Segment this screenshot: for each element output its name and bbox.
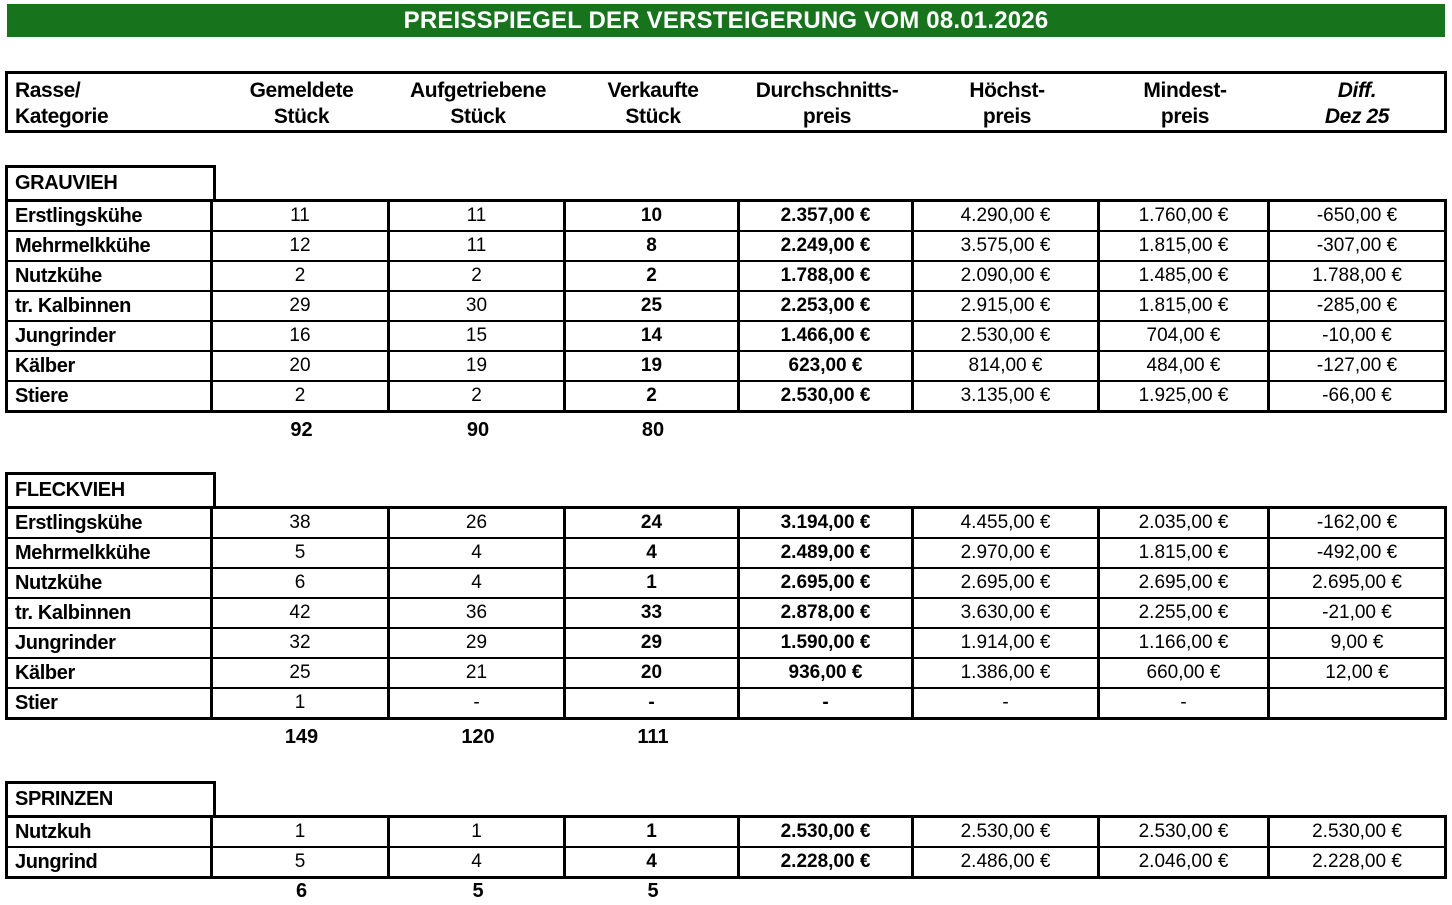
header-hoechstpreis	[914, 78, 1100, 130]
value-cell: 936,00 €	[740, 659, 914, 687]
category-cell: Erstlingskühe	[8, 509, 213, 537]
value-cell: 10	[566, 202, 740, 230]
header-verkaufte-stueck	[566, 78, 740, 130]
header-diff-dez25	[1270, 78, 1444, 130]
value-cell: 484,00 €	[1100, 352, 1270, 380]
value-cell: -650,00 €	[1316, 205, 1398, 226]
value-cell: -66,00 €	[1322, 385, 1392, 406]
value-cell: -127,00 €	[1316, 355, 1398, 376]
value-cell: 2.486,00 €	[914, 848, 1100, 876]
value-cell: 8	[566, 232, 740, 260]
value-cell: 2.530,00 €	[914, 818, 1100, 846]
value-cell: 29	[213, 292, 390, 320]
value-cell: -492,00 €	[1316, 542, 1398, 563]
category-cell: Mehrmelkkühe	[8, 539, 213, 567]
value-cell: 36	[390, 599, 566, 627]
value-cell: -307,00 €	[1316, 235, 1398, 256]
value-cell: 2	[213, 382, 390, 410]
value-cell: 1.485,00 €	[1100, 262, 1270, 290]
value-cell: 32	[213, 629, 390, 657]
value-cell: 38	[213, 509, 390, 537]
value-cell: 2.357,00 €	[740, 202, 914, 230]
value-cell: 5	[213, 848, 390, 876]
category-cell: Jungrind	[8, 848, 213, 876]
totals-row-grauvieh	[5, 419, 1447, 443]
category-cell: Stier	[8, 689, 213, 717]
category-cell: Nutzkuh	[8, 818, 213, 846]
totals-spacer	[8, 880, 213, 904]
value-cell: 2	[566, 382, 740, 410]
table-row	[8, 818, 1444, 848]
value-cell: 9,00 €	[1330, 632, 1384, 653]
value-cell: 2.035,00 €	[1100, 509, 1270, 537]
header-durchschnittspreis	[740, 78, 914, 130]
category-cell: Mehrmelkkühe	[8, 232, 213, 260]
value-cell: 4	[566, 848, 740, 876]
value-cell: 1.760,00 €	[1100, 202, 1270, 230]
value-cell: 2.255,00 €	[1100, 599, 1270, 627]
value-cell: 19	[390, 352, 566, 380]
value-cell: 33	[566, 599, 740, 627]
value-cell: 1.590,00 €	[740, 629, 914, 657]
header-line: Stück	[450, 105, 506, 128]
value-cell: 1	[390, 818, 566, 846]
value-cell: -	[390, 689, 566, 717]
header-line: Stück	[625, 105, 681, 128]
value-cell: 19	[566, 352, 740, 380]
page-title: PREISSPIEGEL DER VERSTEIGERUNG VOM 08.01.2026	[403, 6, 1049, 34]
header-line: Diff.	[1337, 79, 1377, 102]
header-line: Aufgetriebene	[410, 79, 546, 102]
value-cell: 4.290,00 €	[914, 202, 1100, 230]
value-cell: 3.194,00 €	[740, 509, 914, 537]
header-gemeldete-stueck	[213, 78, 390, 130]
value-cell: 2.695,00 €	[1312, 572, 1402, 593]
table-row	[8, 569, 1444, 599]
value-cell: 5	[213, 539, 390, 567]
value-cell: 11	[390, 202, 566, 230]
section-label-fleckvieh: FLECKVIEH	[5, 472, 216, 506]
value-cell: 1.815,00 €	[1100, 232, 1270, 260]
value-cell: -	[914, 689, 1100, 717]
value-cell: 2.878,00 €	[740, 599, 914, 627]
value-cell: 25	[566, 292, 740, 320]
price-table-fleckvieh	[5, 506, 1447, 720]
section-label-sprinzen: SPRINZEN	[5, 781, 216, 815]
category-cell: tr. Kalbinnen	[8, 599, 213, 627]
value-cell: 623,00 €	[740, 352, 914, 380]
value-cell: 2.253,00 €	[740, 292, 914, 320]
value-cell: 6	[213, 569, 390, 597]
value-cell: 42	[213, 599, 390, 627]
value-cell: 11	[213, 202, 390, 230]
total-gemeldete: 92	[290, 419, 313, 441]
value-cell: 1.166,00 €	[1100, 629, 1270, 657]
value-cell: -	[740, 689, 914, 717]
section-label-grauvieh: GRAUVIEH	[5, 165, 216, 199]
value-cell: -285,00 €	[1316, 295, 1398, 316]
value-cell: 2.695,00 €	[914, 569, 1100, 597]
value-cell: 1.788,00 €	[1312, 265, 1402, 286]
header-mindestpreis	[1100, 78, 1270, 130]
table-row	[8, 599, 1444, 629]
value-cell: 1.914,00 €	[914, 629, 1100, 657]
value-cell: 2.046,00 €	[1100, 848, 1270, 876]
value-cell: 2.228,00 €	[1312, 851, 1402, 872]
value-cell: 1	[566, 818, 740, 846]
value-cell: 30	[390, 292, 566, 320]
value-cell: 26	[390, 509, 566, 537]
value-cell: 2	[213, 262, 390, 290]
value-cell: 25	[213, 659, 390, 687]
total-aufgetriebene: 5	[472, 880, 484, 902]
header-line: preis	[802, 105, 852, 128]
table-row	[8, 539, 1444, 569]
value-cell: 2.249,00 €	[740, 232, 914, 260]
header-aufgetriebene-stueck	[390, 78, 566, 130]
table-row	[8, 352, 1444, 382]
header-line: Gemeldete	[249, 79, 354, 102]
value-cell: -162,00 €	[1316, 512, 1398, 533]
category-cell: Kälber	[8, 352, 213, 380]
table-header	[5, 71, 1447, 133]
total-verkaufte: 5	[647, 880, 659, 902]
category-cell: Stiere	[8, 382, 213, 410]
total-verkaufte: 80	[641, 419, 665, 441]
value-cell: 4.455,00 €	[914, 509, 1100, 537]
value-cell: 20	[566, 659, 740, 687]
value-cell: 1.386,00 €	[914, 659, 1100, 687]
value-cell: 2.530,00 €	[740, 382, 914, 410]
total-verkaufte: 111	[637, 726, 669, 748]
totals-spacer	[8, 419, 213, 443]
value-cell: 1	[566, 569, 740, 597]
value-cell: 20	[213, 352, 390, 380]
value-cell: -	[566, 689, 740, 717]
value-cell: -	[1100, 689, 1270, 717]
value-cell: 12	[213, 232, 390, 260]
table-row	[8, 262, 1444, 292]
table-row	[8, 232, 1444, 262]
value-cell: 1.815,00 €	[1100, 539, 1270, 567]
totals-row-fleckvieh	[5, 726, 1447, 750]
price-table-sprinzen	[5, 815, 1447, 879]
category-cell: Jungrinder	[8, 322, 213, 350]
value-cell: 3.630,00 €	[914, 599, 1100, 627]
table-row	[8, 292, 1444, 322]
value-cell: 24	[566, 509, 740, 537]
value-cell: 1.815,00 €	[1100, 292, 1270, 320]
total-gemeldete: 149	[284, 726, 319, 748]
header-line: preis	[982, 105, 1032, 128]
total-gemeldete: 6	[295, 880, 308, 902]
value-cell: 2.530,00 €	[1312, 821, 1402, 842]
value-cell: 3.135,00 €	[914, 382, 1100, 410]
total-aufgetriebene: 120	[461, 726, 495, 748]
title-banner	[7, 4, 1445, 37]
value-cell: 4	[390, 539, 566, 567]
value-cell: 4	[390, 569, 566, 597]
value-cell: 2.915,00 €	[914, 292, 1100, 320]
value-cell: 16	[213, 322, 390, 350]
value-cell: 814,00 €	[914, 352, 1100, 380]
table-row	[8, 659, 1444, 689]
header-line: Kategorie	[15, 105, 109, 128]
value-cell: 1.925,00 €	[1100, 382, 1270, 410]
value-cell: 660,00 €	[1100, 659, 1270, 687]
value-cell: -21,00 €	[1322, 602, 1392, 623]
value-cell: 12,00 €	[1325, 662, 1389, 683]
header-line: Rasse/	[15, 79, 81, 102]
value-cell: 2	[390, 262, 566, 290]
totals-row-sprinzen	[5, 880, 1447, 904]
table-row	[8, 629, 1444, 659]
value-cell: 15	[390, 322, 566, 350]
table-row	[8, 382, 1444, 410]
category-cell: tr. Kalbinnen	[8, 292, 213, 320]
value-cell: 2.090,00 €	[914, 262, 1100, 290]
category-cell: Nutzkühe	[8, 262, 213, 290]
value-cell: 1.788,00 €	[740, 262, 914, 290]
value-cell: 2.695,00 €	[740, 569, 914, 597]
category-cell: Jungrinder	[8, 629, 213, 657]
value-cell: 704,00 €	[1100, 322, 1270, 350]
value-cell: 1	[213, 689, 390, 717]
value-cell	[1270, 689, 1444, 717]
table-row	[8, 202, 1444, 232]
value-cell: 11	[390, 232, 566, 260]
header-line: Stück	[273, 105, 330, 128]
category-cell: Erstlingskühe	[8, 202, 213, 230]
value-cell: 14	[566, 322, 740, 350]
value-cell: 2.695,00 €	[1100, 569, 1270, 597]
table-row	[8, 322, 1444, 352]
value-cell: -10,00 €	[1322, 325, 1392, 346]
category-cell: Nutzkühe	[8, 569, 213, 597]
header-line: preis	[1160, 105, 1210, 128]
table-row	[8, 848, 1444, 876]
header-rasse-kategorie	[8, 78, 213, 130]
totals-spacer	[8, 726, 213, 750]
category-cell: Kälber	[8, 659, 213, 687]
table-row	[8, 689, 1444, 717]
value-cell: 2	[390, 382, 566, 410]
value-cell: 1	[213, 818, 390, 846]
value-cell: 2.530,00 €	[914, 322, 1100, 350]
value-cell: 4	[390, 848, 566, 876]
header-line: Dez 25	[1324, 105, 1390, 128]
header-line: Höchst-	[969, 79, 1045, 102]
value-cell: 4	[566, 539, 740, 567]
value-cell: 29	[390, 629, 566, 657]
header-line: Durchschnitts-	[755, 79, 899, 102]
value-cell: 1.466,00 €	[740, 322, 914, 350]
header-line: Mindest-	[1143, 79, 1227, 102]
value-cell: 2.530,00 €	[740, 818, 914, 846]
value-cell: 2.970,00 €	[914, 539, 1100, 567]
price-table-grauvieh	[5, 199, 1447, 413]
table-row	[8, 509, 1444, 539]
value-cell: 2.228,00 €	[740, 848, 914, 876]
value-cell: 21	[390, 659, 566, 687]
total-aufgetriebene: 90	[466, 419, 490, 441]
value-cell: 3.575,00 €	[914, 232, 1100, 260]
value-cell: 2.530,00 €	[1100, 818, 1270, 846]
value-cell: 2	[566, 262, 740, 290]
value-cell: 2.489,00 €	[740, 539, 914, 567]
header-line: Verkaufte	[607, 79, 699, 102]
value-cell: 29	[566, 629, 740, 657]
